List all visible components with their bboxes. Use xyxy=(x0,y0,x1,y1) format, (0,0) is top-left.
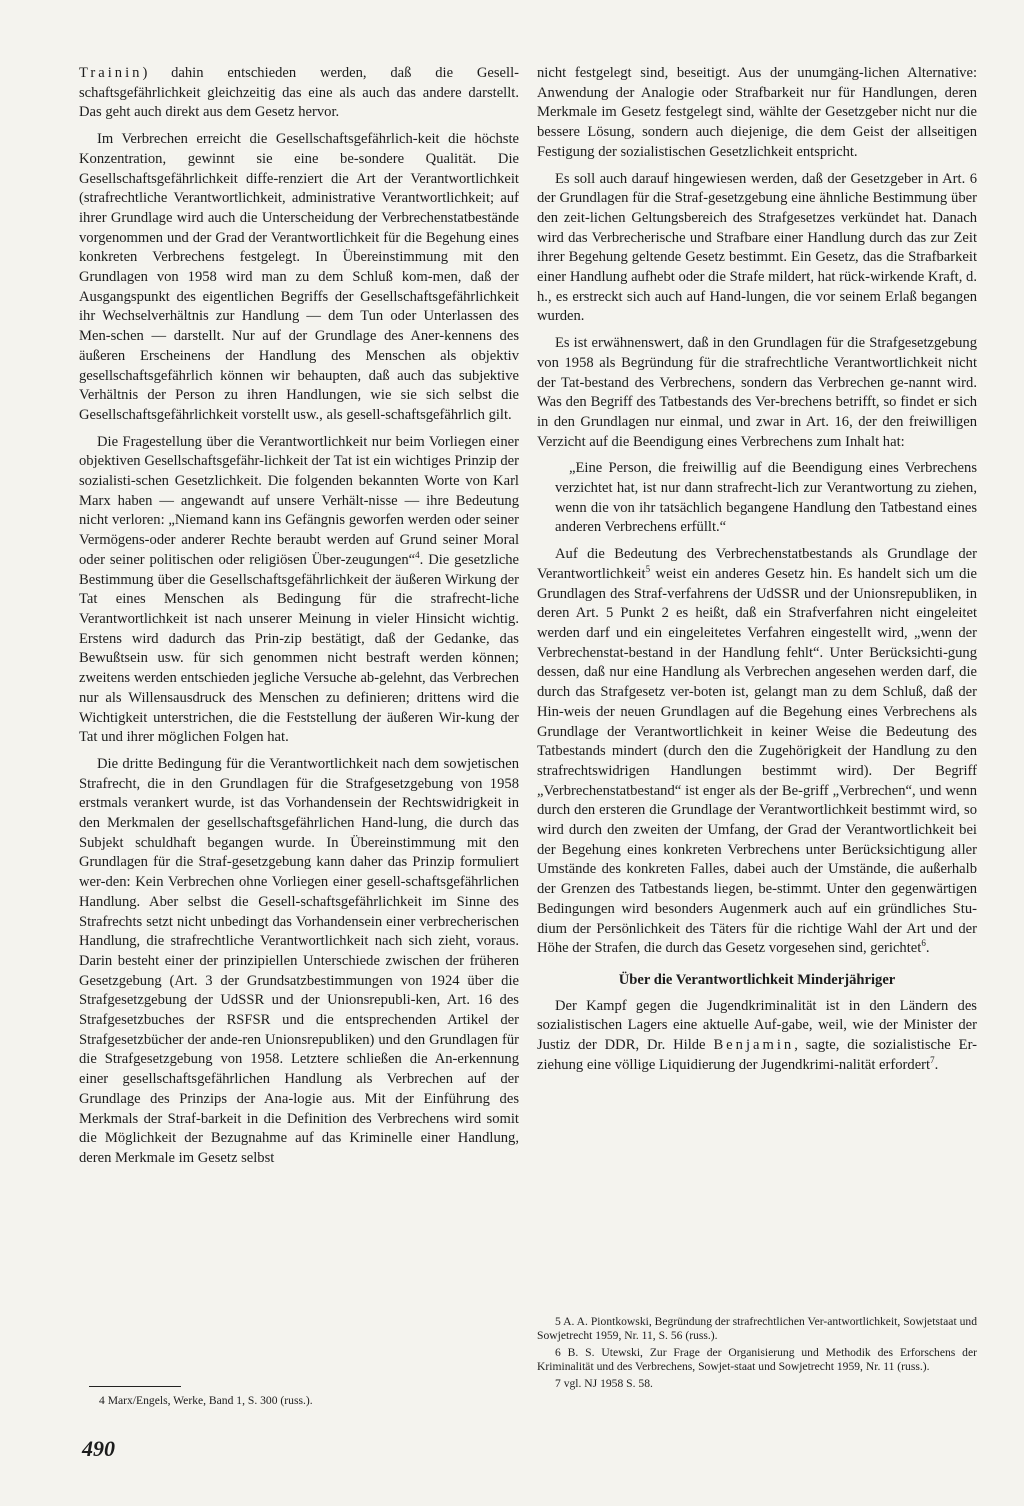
footnote-ref: 5 xyxy=(645,564,651,575)
paragraph: Im Verbrechen erreicht die Gesellschaftsgefährlich-keit die höchste Konzentration, gewinnt sie eine be-sondere Qualität. Die Gesellschaftsgefährlichkeit diffe-renziert die Art der Verantwortlichkeit (strafrechtliche Verantwortlichkeit, administrative Verantwortlichkeit; auf ihrer Grundlage wird auch die Unterscheidung der Verbrechenstatbestände vorgenommen und der Grad der Verantwortlichkeit für die Begehung eines konkreten Verbrechens festgelegt. In Übereinstimmung mit den Grundlagen von 1958 wird man zu dem Schluß kom-men, daß der Ausgangspunkt des eigentlichen Begriffs der Gesellschaftsgefährlichkeit ihr Wechselverhältnis zur Handlung — dem Tun oder Unterlassen des Men-schen — darstellt. Nur auf der Grundlage des Aner-kennens des äußeren Erscheinens der Handlung des Menschen als objektiv gesellschaftsgefährlich können wir behaupten, daß auch das subjektive Verhältnis der Person zu ihren Handlungen, wie sie sich selbst die Gesellschaftsgefährlichkeit vorstellt usw., als gesell-schaftsgefährlich gilt. xyxy=(79,131,519,423)
paragraph: Es ist erwähnenswert, daß in den Grundlagen für die Strafgesetzgebung von 1958 als Begründung für die strafrechtliche Verantwortlichkeit nicht der Tat-bestand des Verbrechens, sondern das Verbrechen ge-nannt wird. Was den Begriff des Tatbestands des Ver-brechens betrifft, so findet er sich in den Grundlagen nur einmal, und zwar in Art. 16, der den freiwilligen Verzicht auf die Beendigung eines Verbrechens zum Inhalt hat: xyxy=(537,335,977,450)
spaced-name: Benjamin xyxy=(713,1037,795,1054)
right-column xyxy=(537,64,977,1082)
paragraph: Die Fragestellung über die Verantwortlichkeit nur beim Vorliegen einer objektiven Gesellschaftsgefähr-lichkeit der Tat ist ein wichtiges Prinzip der sozialisti-schen Gesetzlichkeit. Die folgenden bekannten Worte von Karl Marx haben — angewandt auf unsere Verhält-nisse — ihre Bedeutung nicht verloren: „Niemand kann ins Gefängnis geworfen werden oder seiner Vermögens-oder anderer Rechte beraubt werden auf Grund seiner Moral oder seiner politischen oder religiösen Über-zeugungen“$^4$. Die gesetzliche Bestimmung über die Gesellschaftsgefährlichkeit der äußeren Wirkung der Tat eines Menschen als Bedingung für die strafrecht-liche Verantwortlichkeit ist nach unserer Meinung in vieler Hinsicht wichtig. Erstens wird dadurch das Prin-zip bestätigt, daß der Gedanke, das Bewußtsein usw. für sich genommen nicht bestraft werden können; zweitens werden entschieden jegliche Versuche ab-gelehnt, das Verbrechen nur als Willensausdruck des Menschen zu definieren; drittens wird die Wichtigkeit unterstrichen, die die Feststellung der äußeren Wir-kung der Tat und ihrer möglichen Folgen hat. xyxy=(79,433,519,746)
footnote: 5 A. A. Piontkowski, Begründung der strafrechtlichen Ver-antwortlichkeit, Sowjetstaat und Sowjetrecht 1959, Nr. 11, S. 56 (russ.). xyxy=(537,1315,977,1342)
footnote-ref: 6 xyxy=(921,938,926,949)
section-heading: Über die Verantwortlichkeit Minderjähriger xyxy=(618,971,896,988)
block-quote: „Eine Person, die freiwillig auf die Beendigung eines Verbrechens verzichtet hat, ist nur dann strafrecht-lich zur Verantwortung zu ziehen, wenn die von ihr tatsächlich begangene Handlung den Tatbestand eines anderen Verbrechens erfüllt.“ xyxy=(555,460,977,536)
paragraph: nicht festgelegt sind, beseitigt. Aus der unumgäng-lichen Alternative: Anwendung der Analogie oder Strafbarkeit nur für Handlungen, deren Merkmale im Gesetz festgelegt sind, wählte der Gesetzgeber nicht nur die bessere Lösung, sondern auch diejenige, die dem Geist der allseitigen Festigung der sozialistischen Gesetzlichkeit entspricht. xyxy=(537,65,977,160)
footnotes-right xyxy=(537,1315,977,1394)
footnote-ref: 4 xyxy=(415,550,420,561)
paragraph: Der Kampf gegen die Jugendkriminalität ist in den Ländern des sozialistischen Lagers eine aktuelle Auf-gabe, weil, wie der Minister der Justiz der DDR, Dr. Hilde Benjamin, sagte, die sozialistische Er-ziehung eine völlige Liquidierung der Jugendkrimi-nalität erfordert$^7$. xyxy=(537,997,977,1073)
footnote: 7 vgl. NJ 1958 S. 58. xyxy=(555,1377,653,1390)
left-column xyxy=(79,64,519,1176)
footnote-ref: 7 xyxy=(930,1054,935,1065)
spaced-name: Trainin xyxy=(79,65,143,81)
paragraph: Trainin) dahin entschieden werden, daß die Gesell-schaftsgefährlichkeit gleichzeitig das eine als auch das andere darstellt. Das geht auch direkt aus dem Gesetz hervor. xyxy=(79,65,519,121)
page-number: 490 xyxy=(82,1436,115,1461)
paragraph: Auf die Bedeutung des Verbrechenstatbestands als Grundlage der Verantwortlichkeit$^5$ weist ein anderes Gesetz hin. Es handelt sich um die Grundlagen des Straf-verfahrens der UdSSR und der Unionsrepubliken, in deren Art. 5 Punkt 2 es heißt, daß ein Strafverfahren nicht eingeleitet werden darf und ein eingeleitetes Verfahren eingestellt wird, „wenn der Verbrechenstat-bestand in der Handlung fehlt“. Unter Berücksichti-gung dessen, daß nur eine Handlung als Verbrechen angesehen werden darf, die durch das Strafgesetz ver-boten ist, gelangt man zu dem Schluß, daß der Hin-weis der neuen Grundlagen auf die Begehung eines Verbrechens als Grundlage der Verantwortlichkeit in keiner Weise die Bedeutung des Tatbestands mindert (durch den die Zugehörigkeit der Handlung zu den strafrechtswidrigen Handlungen bestimmt wird). Der Begriff „Verbrechenstatbestand“ ist enger als der Be-griff „Verbrechen“, und wenn durch den ersteren die Grundlage der Verantwortlichkeit bestimmt wird, so wird durch den zweiten der Umfang, der Grad der Verantwortlichkeit bei der Begehung eines konkreten Verbrechens unter Berücksichtigung aller Umstände des konkreten Falles, dabei auch der Umstände, die außerhalb der Grenzen des Tatbestands liegen, be-stimmt. Unter den gegenwärtigen Bedingungen wird besonders Augenmerk auch auf ein gründliches Stu-dium der Persönlichkeit des Täters für die richtige Wahl der Art und der Höhe der Strafen, die durch das Gesetz vorgesehen sind, gerichtet$^6$. xyxy=(537,546,977,957)
footnote: 6 B. S. Utewski, Zur Frage der Organisierung und Methodik des Erforschens der Kriminalität und des Verbrechens, Sowjet-staat und Sowjetrecht 1959, Nr. 11 (russ.). xyxy=(537,1346,977,1373)
paragraph: Die dritte Bedingung für die Verantwortlichkeit nach dem sowjetischen Strafrecht, die in den Grundlagen für die Strafgesetzgebung von 1958 erstmals verankert wurde, ist das Vorhandensein der Rechtswidrigkeit in den Merkmalen der gesellschaftsgefährlichen Hand-lung, die durch das Subjekt schuldhaft begangen wurde. In Übereinstimmung mit den Grundlagen für die Straf-gesetzgebung kann daher das Prinzip formuliert wer-den: Kein Verbrechen ohne Vorliegen einer gesell-schaftsgefährlichen Handlung. Aber selbst die Gesell-schaftsgefährlichkeit im Sinne des Strafrechts setzt nicht unbedingt das Vorhandensein einer verbrecherischen Handlung, die strafrechtliche Verantwortlichkeit nach sich zieht, voraus. Darin besteht einer der prinzipiellen Unterschiede zwischen der früheren Gesetzgebung (Art. 3 der Grundsatzbestimmungen von 1924 über die Strafgesetzgebung der UdSSR und der Unionsrepubli-ken, Art. 16 des Strafgesetzbuches der RSFSR und die entsprechenden Artikel der Strafgesetzbücher der ande-ren Unionsrepubliken) und den Grundlagen für die Strafgesetzgebung von 1958. Letztere schließen die An-erkennung einer gesellschaftsgefährlichen Handlung als Verbrechen auf der Grundlage des Prinzips der Ana-logie aus. Mit der Einführung des Merkmals der Straf-barkeit in die Definition des Verbrechens wird somit die Möglichkeit der Bezugnahme auf das Kriminelle einer Handlung, deren Merkmale im Gesetz selbst xyxy=(79,755,519,1166)
paragraph: Es soll auch darauf hingewiesen werden, daß der Gesetzgeber in Art. 6 der Grundlagen für die Straf-gesetzgebung eine ähnliche Bestimmung über den zeit-lichen Geltungsbereich des Strafgesetzes verkündet hat. Danach wird das Verbrecherische und Strafbare einer Handlung durch das zur Zeit ihrer Begehung geltende Gesetz bestimmt. Ein Gesetz, das die Strafbarkeit einer Handlung aufhebt oder die Strafe mildert, hat rück-wirkende Kraft, d. h., es erstreckt sich auch auf Hand-lungen, die vor seinem Erlaß begangen wurden. xyxy=(537,170,977,325)
footnote: 4 Marx/Engels, Werke, Band 1, S. 300 (russ.). xyxy=(99,1394,313,1407)
footnote-divider xyxy=(89,1386,181,1387)
